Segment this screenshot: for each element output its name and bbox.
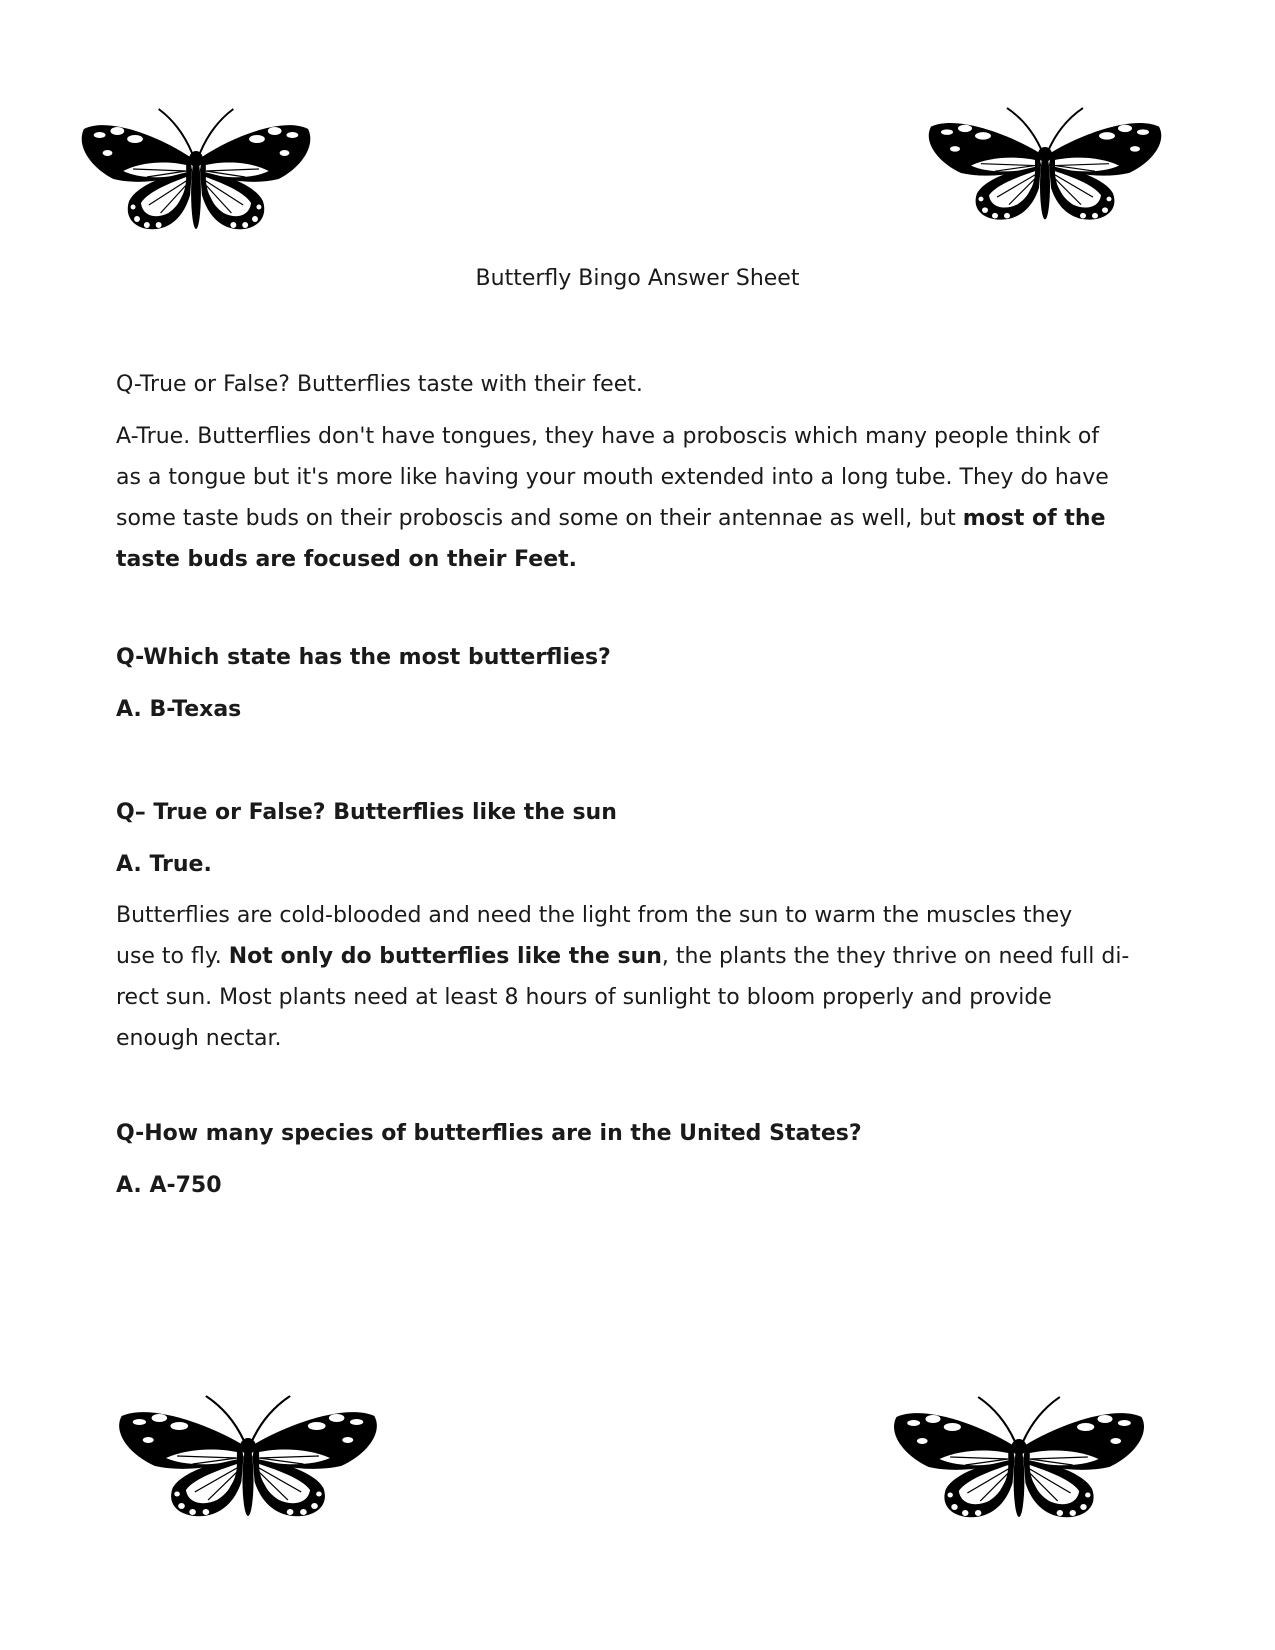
question-2: Q-Which state has the most butterflies? [116, 645, 611, 670]
explanation-line: Butterflies are cold-blooded and need the light from the sun to warm the muscles they [116, 903, 1073, 928]
butterfly-icon [925, 95, 1165, 225]
answer-1-emphasis: most of the [962, 506, 1106, 531]
explanation-line: rect sun. Most plants need at least 8 hours of sunlight to bloom properly and provide [116, 985, 1052, 1010]
answer-1-line: some taste buds on their proboscis and some on their antennae as well, but [116, 506, 963, 531]
explanation-3 [116, 895, 1166, 1059]
answer-1-line: as a tongue but it's more like having your mouth extended into a long tube. They do have [116, 465, 1109, 490]
explanation-emphasis: Not only do butterflies like the sun [228, 944, 662, 969]
explanation-line: enough nectar. [116, 1026, 282, 1051]
question-3: Q– True or False? Butterflies like the sun [116, 800, 617, 825]
answer-2: A. B-Texas [116, 697, 242, 722]
answer-3: A. True. [116, 852, 212, 877]
page-title: Butterfly Bingo Answer Sheet [475, 266, 800, 291]
butterfly-icon [890, 1383, 1148, 1523]
answer-1-emphasis: taste buds are focused on their Feet. [116, 547, 577, 572]
question-4: Q-How many species of butterflies are in the United States? [116, 1121, 862, 1146]
answer-4: A. A-750 [116, 1173, 222, 1198]
explanation-line: use to fly. [116, 944, 229, 969]
butterfly-icon [115, 1382, 381, 1522]
answer-1-line: A-True. Butterflies don't have tongues, they have a proboscis which many people think of [116, 424, 1100, 449]
explanation-line: , the plants the they thrive on need full di- [661, 944, 1130, 969]
question-1: Q-True or False? Butterflies taste with their feet. [116, 372, 643, 397]
answer-1 [116, 416, 1166, 580]
butterfly-icon [78, 95, 314, 235]
